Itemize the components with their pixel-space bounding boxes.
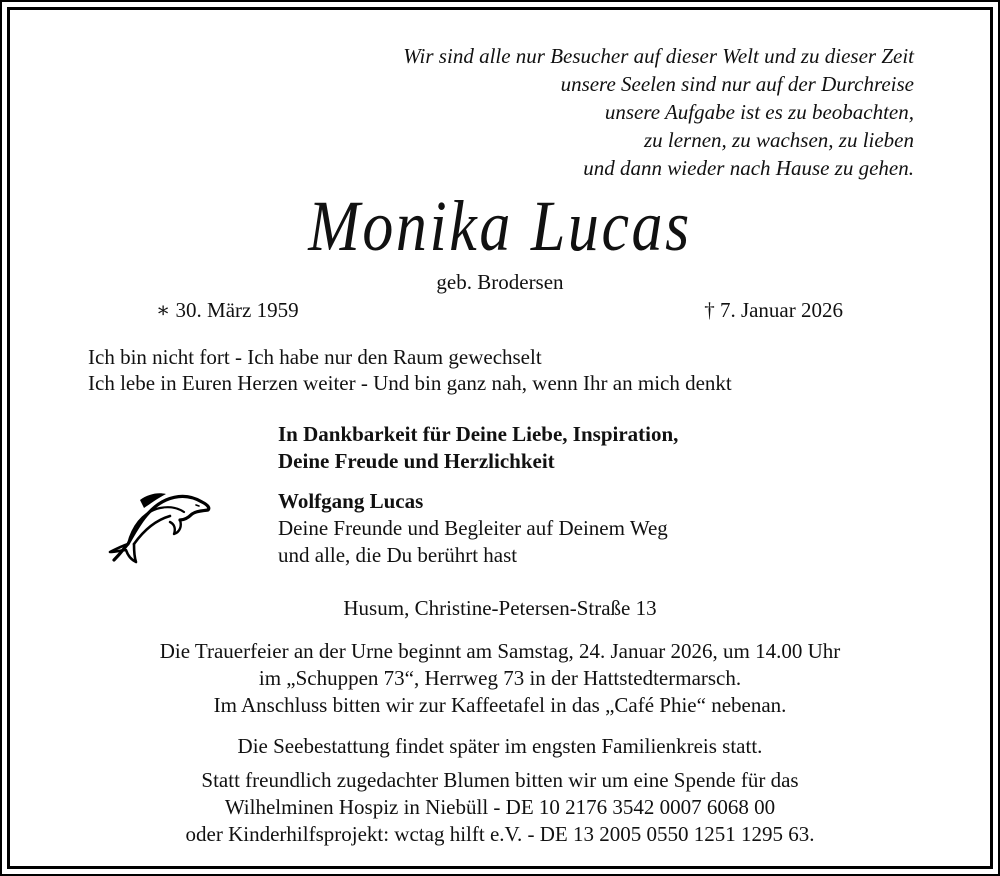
burial-info: Die Seebestattung findet später im engsten Familienkreis statt. (237, 734, 763, 758)
address: Husum, Christine-Petersen-Straße 13 (343, 596, 657, 620)
death-date: † 7. Januar 2026 (704, 298, 843, 322)
ceremony-line: Im Anschluss bitten wir zur Kaffeetafel in das „Café Phie“ nebenan. (213, 693, 787, 717)
ceremony-line: im „Schuppen 73“, Herrweg 73 in der Hattstedtermarsch. (258, 666, 742, 690)
thanks-line: Deine Freude und Herzlichkeit (278, 449, 555, 473)
thanks-text (278, 421, 678, 475)
verse-line: Ich bin nicht fort - Ich habe nur den Raum gewechselt (88, 345, 542, 369)
ceremony-line: Die Trauerfeier an der Urne beginnt am Samstag, 24. Januar 2026, um 14.00 Uhr (159, 639, 841, 663)
poem-line: und dann wieder nach Hause zu gehen. (583, 156, 914, 180)
deceased-name: Monika Lucas (308, 186, 692, 266)
ceremony-info (0, 638, 1000, 719)
poem-line: unsere Seelen sind nur auf der Durchreise (560, 72, 914, 96)
mourners (278, 488, 668, 569)
mourner-line: und alle, die Du berührt hast (278, 543, 518, 567)
thanks-line: In Dankbarkeit für Deine Liebe, Inspiration, (278, 422, 679, 446)
donation-info (0, 767, 1000, 848)
donation-line: Statt freundlich zugedachter Blumen bitten wir um eine Spende für das (201, 768, 799, 792)
verse-line: Ich lebe in Euren Herzen weiter - Und bin ganz nah, wenn Ihr an mich denkt (88, 371, 732, 395)
verse (88, 344, 732, 396)
poem (403, 42, 914, 182)
poem-line: Wir sind alle nur Besucher auf dieser Welt und zu dieser Zeit (403, 44, 914, 68)
mourner-line: Deine Freunde und Begleiter auf Deinem Weg (278, 516, 668, 540)
donation-line: Wilhelminen Hospiz in Niebüll - DE 10 2176 3542 0007 6068 00 (224, 795, 776, 819)
birth-name: geb. Brodersen (436, 270, 564, 294)
donation-line: oder Kinderhilfsprojekt: wctag hilft e.V. - DE 13 2005 0550 1251 1295 63. (185, 822, 815, 846)
mourner-lead: Wolfgang Lucas (278, 489, 424, 513)
poem-line: unsere Aufgabe ist es zu beobachten, (604, 100, 914, 124)
dolphin-icon (104, 478, 216, 564)
birth-date: ∗ 30. März 1959 (156, 298, 299, 322)
poem-line: zu lernen, zu wachsen, zu lieben (643, 128, 914, 152)
